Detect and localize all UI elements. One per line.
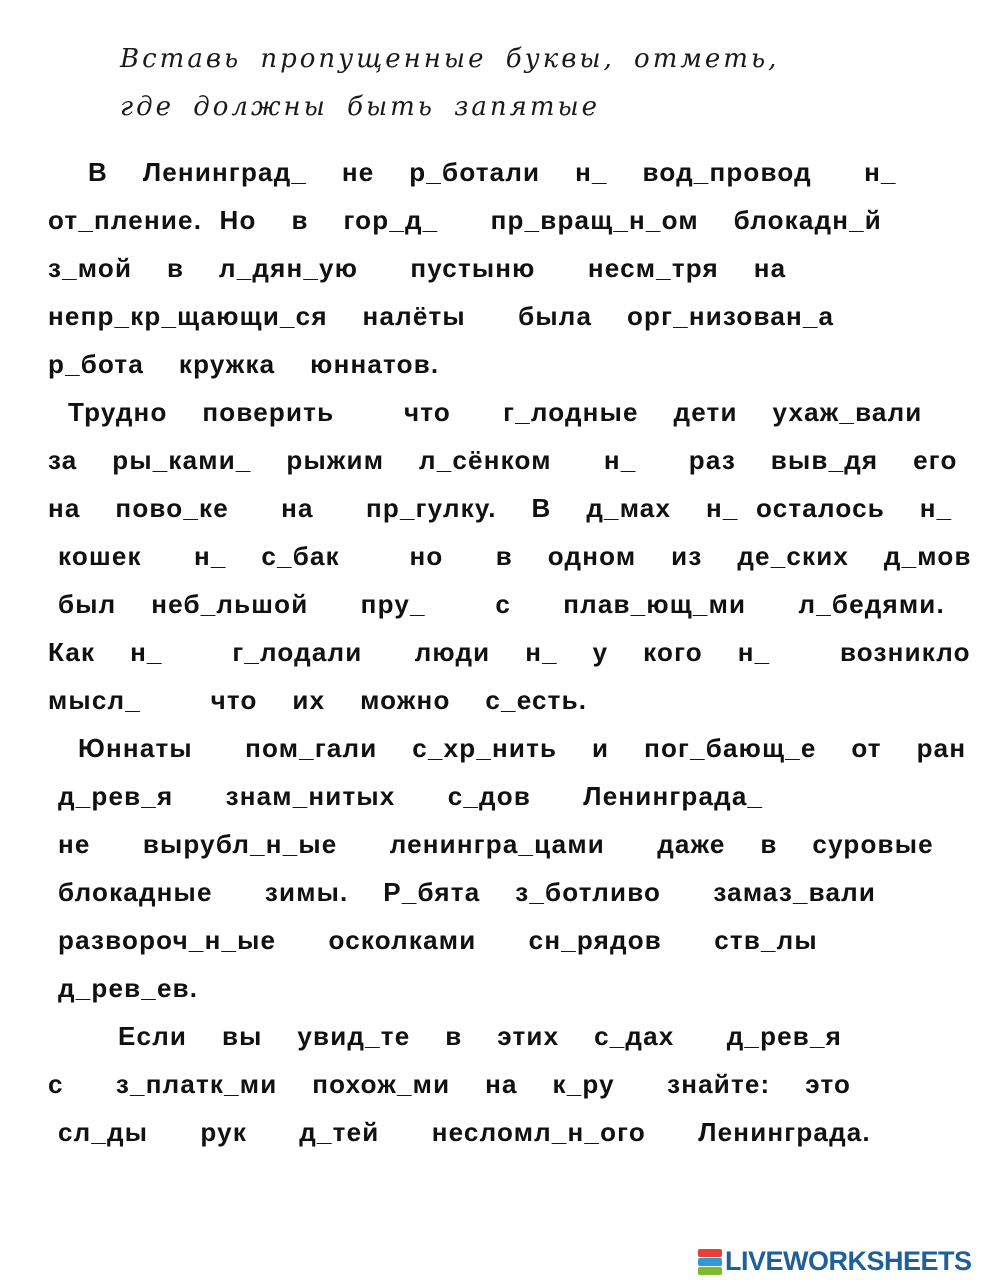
- text-line: д_рев_ев.: [58, 973, 199, 1003]
- text-line: В Ленинград_ не р_ботали н_ вод_провод н_: [88, 157, 897, 187]
- text-line: Как н_ г_лодали люди н_ у кого н_ возникло: [48, 637, 971, 667]
- text-line: д_рев_я знам_нитых с_дов Ленинграда_: [58, 781, 764, 811]
- text-line: Юннаты пом_гали с_хр_нить и пог_бающ_е от ран: [78, 733, 967, 763]
- text-line: мысл_ что их можно с_есть.: [48, 685, 588, 715]
- text-line: р_бота кружка юннатов.: [48, 349, 440, 379]
- task-title-line-2: где должны быть запятые: [120, 92, 601, 122]
- text-line: кошек н_ с_бак но в одном из де_ских д_мов: [58, 541, 972, 571]
- logo-text: LIVEWORKSHEETS: [725, 1246, 972, 1276]
- text-line: развороч_н_ые осколками сн_рядов ств_лы: [58, 925, 818, 955]
- text-line: не вырубл_н_ые ленингра_цами даже в суровые: [58, 829, 934, 859]
- text-line: был неб_льшой пру_ с плав_ющ_ми л_бедями.: [58, 589, 945, 619]
- task-title-line-1: Вставь пропущенные буквы, отметь,: [120, 44, 780, 74]
- text-line: Если вы увид_те в этих с_дах д_рев_я: [118, 1021, 843, 1051]
- text-line: з_мой в л_дян_ую пустыню несм_тря на: [48, 253, 787, 283]
- text-line: Трудно поверить что г_лодные дети ухаж_вали: [68, 397, 923, 427]
- liveworksheets-logo-icon: [698, 1249, 722, 1275]
- text-line: с з_платк_ми похож_ми на к_ру знайте: это: [48, 1069, 852, 1099]
- text-line: на пово_ке на пр_гулку. В д_мах н_ осталось н_: [48, 493, 953, 523]
- text-line: сл_ды рук д_тей несломл_н_ого Ленинграда.: [58, 1117, 871, 1147]
- liveworksheets-logo: [698, 1246, 972, 1277]
- text-line: непр_кр_щающи_ся налёты была орг_низован_а: [48, 301, 835, 331]
- text-line: от_пление. Но в гор_д_ пр_вращ_н_ом блокадн_й: [48, 205, 882, 235]
- text-line: за ры_ками_ рыжим л_сёнком н_ раз выв_дя его: [48, 445, 958, 475]
- text-line: блокадные зимы. Р_бята з_ботливо замаз_вали: [58, 877, 877, 907]
